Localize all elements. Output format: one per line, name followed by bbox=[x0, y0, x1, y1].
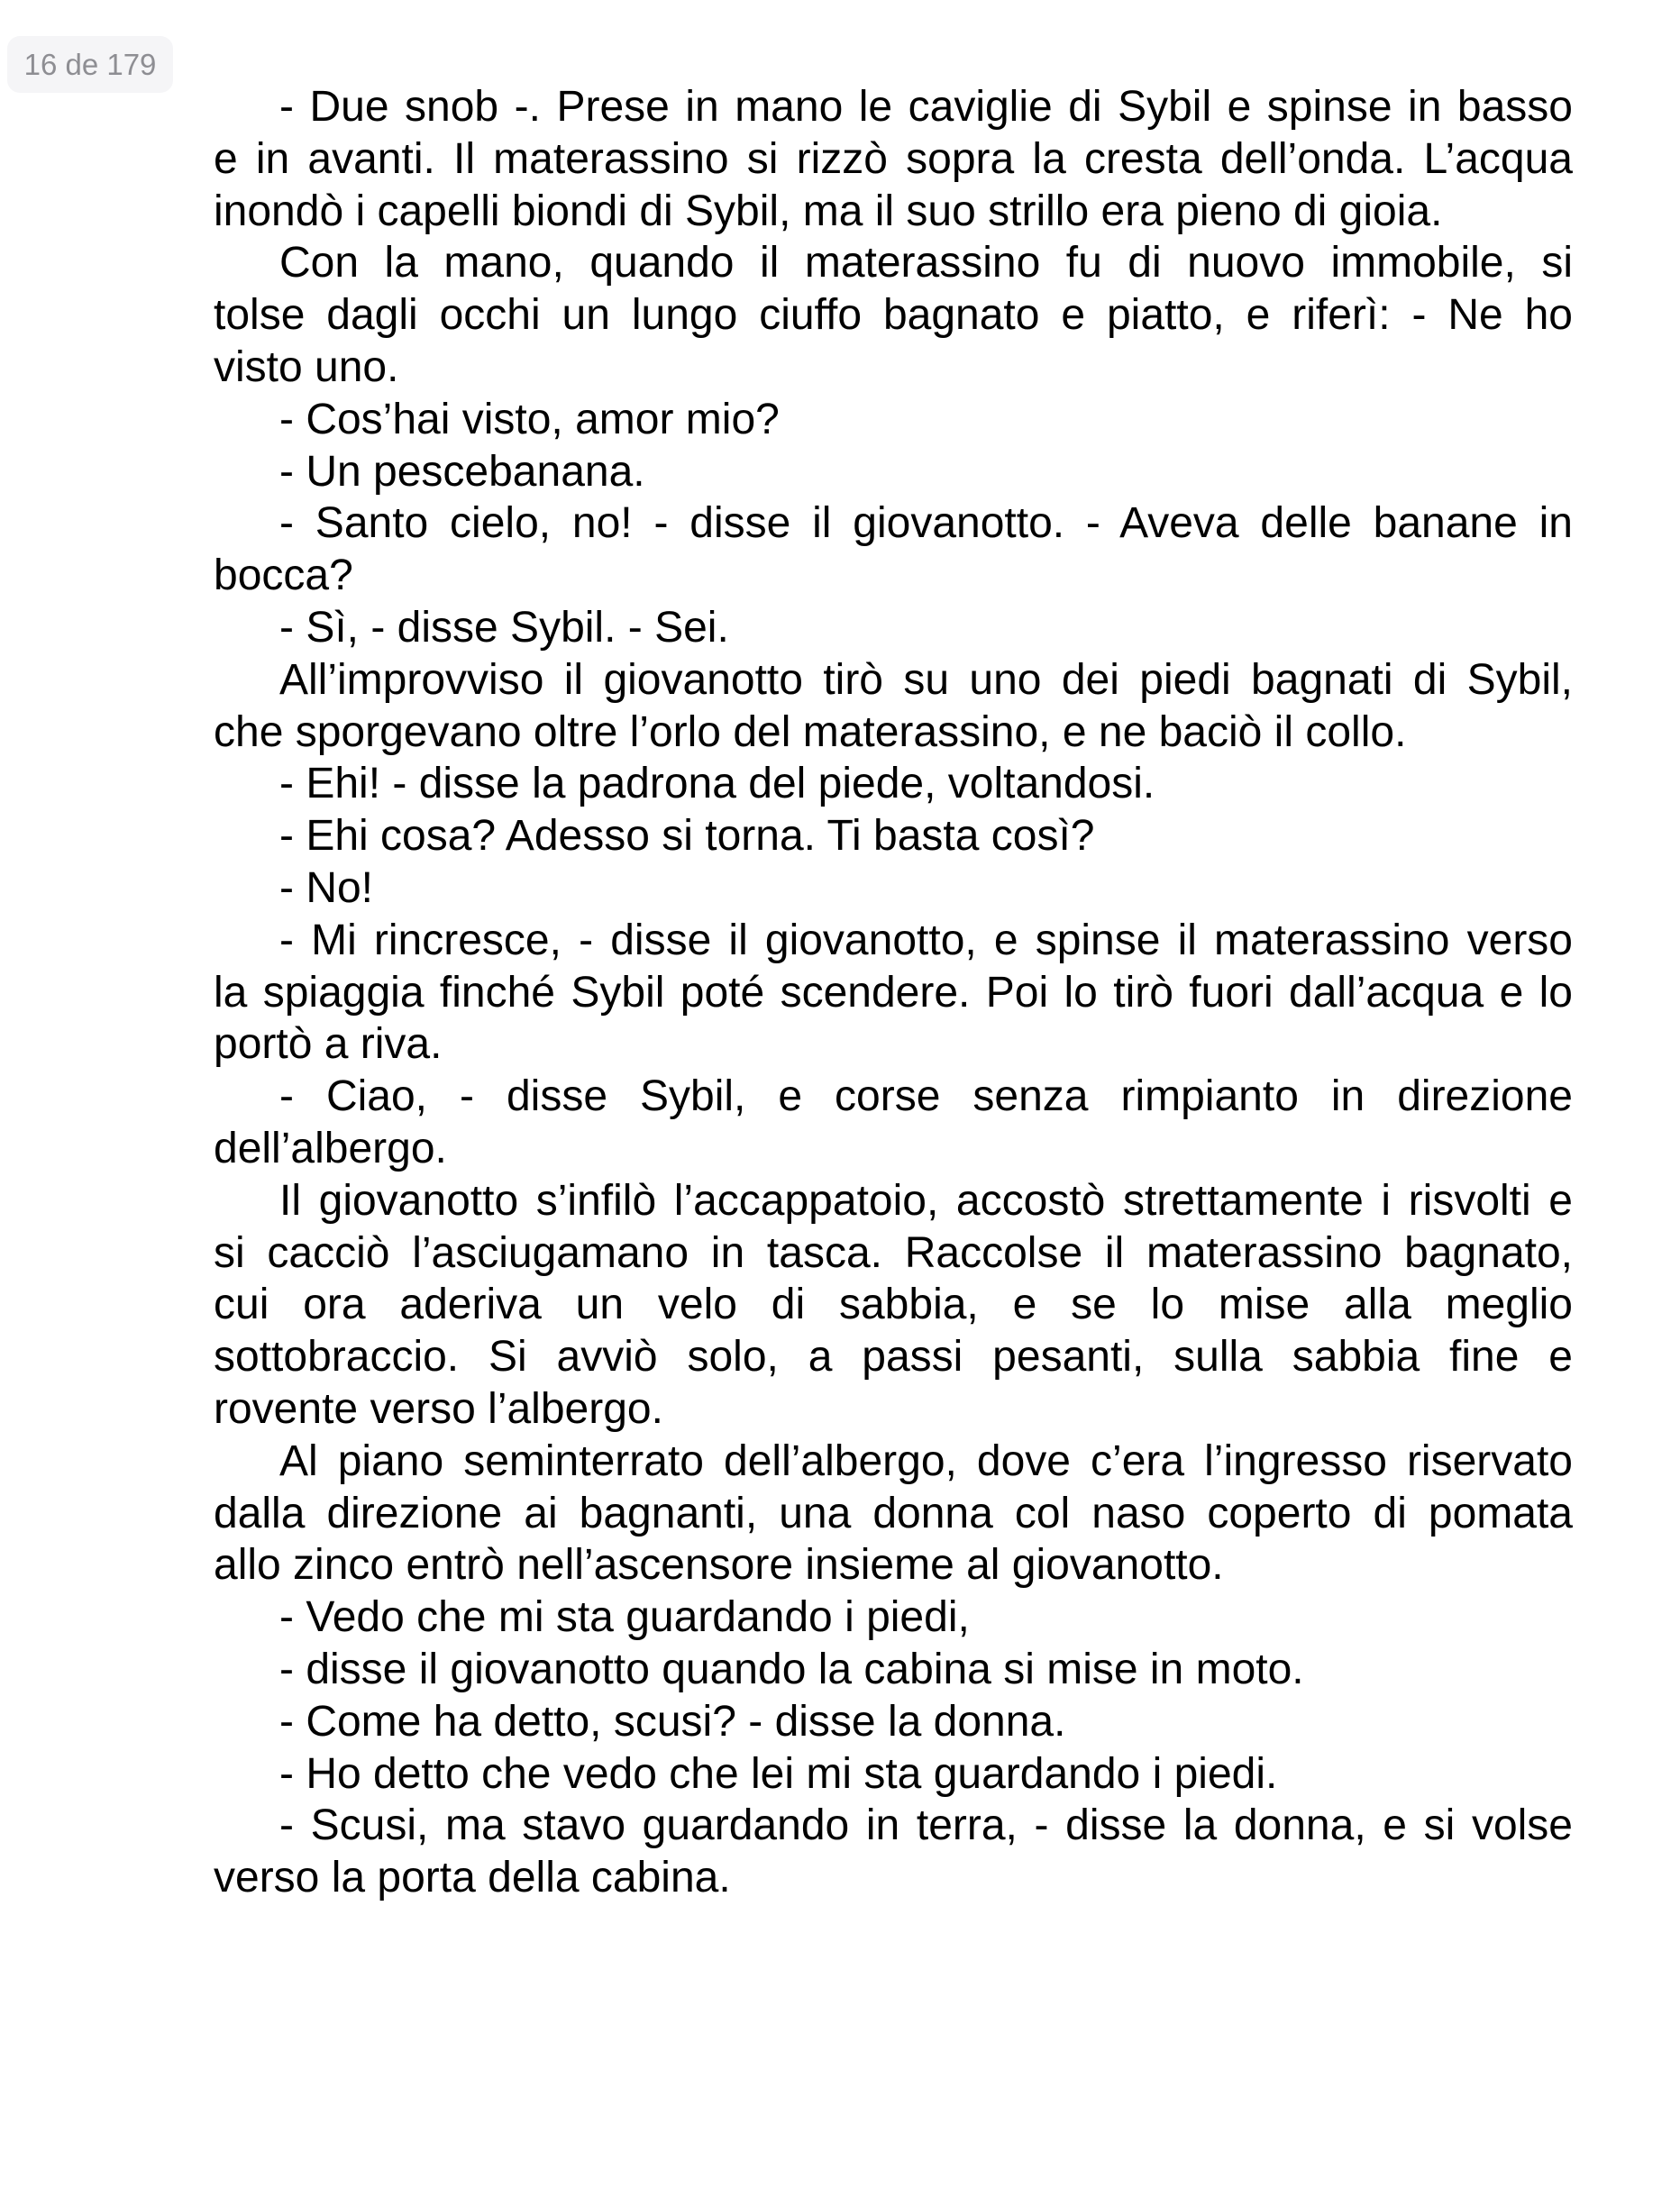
paragraph bbox=[214, 862, 1573, 915]
paragraph bbox=[214, 1175, 1573, 1436]
paragraph bbox=[214, 1591, 1573, 1644]
paragraph bbox=[214, 1436, 1573, 1591]
text-line: - No! bbox=[279, 863, 374, 912]
text-line: la spiaggia finché Sybil poté scendere. Poi lo tirò fuori dall’acqua e lo bbox=[214, 968, 1573, 1017]
text-line: tolse dagli occhi un lungo ciuffo bagnato e piatto, e riferì: - Ne ho bbox=[214, 291, 1573, 340]
text-line: verso la porta della cabina. bbox=[214, 1854, 731, 1902]
text-line: Il giovanotto s’infilò l’accappatoio, accostò strettamente i risvolti e bbox=[279, 1176, 1573, 1225]
text-line: cui ora aderiva un velo di sabbia, e se lo mise alla meglio bbox=[214, 1281, 1573, 1329]
paragraph bbox=[214, 237, 1573, 393]
book-text bbox=[214, 81, 1573, 1904]
page-indicator[interactable] bbox=[7, 36, 173, 93]
text-line: visto uno. bbox=[214, 342, 399, 391]
paragraph bbox=[214, 602, 1573, 654]
paragraph bbox=[214, 394, 1573, 446]
text-line: - Due snob -. Prese in mano le caviglie di Sybil e spinse in basso bbox=[279, 83, 1573, 131]
text-line: bocca? bbox=[214, 552, 353, 600]
text-line: e in avanti. Il materassino si rizzò sopra la cresta dell’onda. L’acqua bbox=[214, 134, 1573, 183]
paragraph bbox=[214, 497, 1573, 602]
paragraph bbox=[214, 1071, 1573, 1175]
paragraph bbox=[214, 1800, 1573, 1904]
text-line: - Ehi cosa? Adesso si torna. Ti basta così? bbox=[279, 812, 1095, 861]
text-line: - Ho detto che vedo che lei mi sta guardando i piedi. bbox=[279, 1749, 1278, 1798]
text-line: - Vedo che mi sta guardando i piedi, bbox=[279, 1593, 970, 1642]
paragraph bbox=[214, 446, 1573, 498]
text-line: dell’albergo. bbox=[214, 1124, 447, 1172]
page-indicator-label: 16 de 179 bbox=[23, 47, 157, 81]
paragraph bbox=[214, 1748, 1573, 1801]
paragraph bbox=[214, 654, 1573, 759]
text-line: si cacciò l’asciugamano in tasca. Raccolse il materassino bagnato, bbox=[214, 1228, 1573, 1277]
text-line: - Sì, - disse Sybil. - Sei. bbox=[279, 603, 729, 652]
text-line: - Ciao, - disse Sybil, e corse senza rimpianto in direzione bbox=[279, 1072, 1573, 1121]
text-line: - Mi rincresce, - disse il giovanotto, e spinse il materassino verso bbox=[279, 916, 1573, 964]
paragraph bbox=[214, 1696, 1573, 1748]
text-line: dalla direzione ai bagnanti, una donna col naso coperto di pomata bbox=[214, 1489, 1573, 1537]
paragraph bbox=[214, 1644, 1573, 1696]
paragraph bbox=[214, 915, 1573, 1071]
text-line: che sporgevano oltre l’orlo del materassino, e ne baciò il collo. bbox=[214, 707, 1407, 756]
text-line: allo zinco entrò nell’ascensore insieme al giovanotto. bbox=[214, 1541, 1224, 1590]
text-line: Al piano seminterrato dell’albergo, dove c’era l’ingresso riservato bbox=[279, 1436, 1573, 1485]
text-line: sottobraccio. Si avviò solo, a passi pesanti, sulla sabbia fine e bbox=[214, 1333, 1573, 1382]
text-line: - Come ha detto, scusi? - disse la donna. bbox=[279, 1697, 1066, 1746]
text-line: - Un pescebanana. bbox=[279, 447, 645, 496]
text-line: - Cos’hai visto, amor mio? bbox=[279, 395, 780, 443]
text-line: - Ehi! - disse la padrona del piede, voltandosi. bbox=[279, 760, 1155, 808]
text-line: - Santo cielo, no! - disse il giovanotto. - Aveva delle banane in bbox=[279, 499, 1573, 548]
paragraph bbox=[214, 810, 1573, 862]
text-line: inondò i capelli biondi di Sybil, ma il suo strillo era pieno di gioia. bbox=[214, 187, 1443, 235]
paragraph bbox=[214, 758, 1573, 810]
paragraph bbox=[214, 81, 1573, 237]
text-line: portò a riva. bbox=[214, 1020, 443, 1069]
text-line: - disse il giovanotto quando la cabina si mise in moto. bbox=[279, 1645, 1304, 1693]
text-line: Con la mano, quando il materassino fu di nuovo immobile, si bbox=[279, 239, 1573, 287]
text-line: All’improvviso il giovanotto tirò su uno dei piedi bagnati di Sybil, bbox=[279, 655, 1573, 704]
text-line: - Scusi, ma stavo guardando in terra, - disse la donna, e si volse bbox=[279, 1801, 1573, 1850]
text-line: rovente verso l’albergo. bbox=[214, 1384, 663, 1433]
